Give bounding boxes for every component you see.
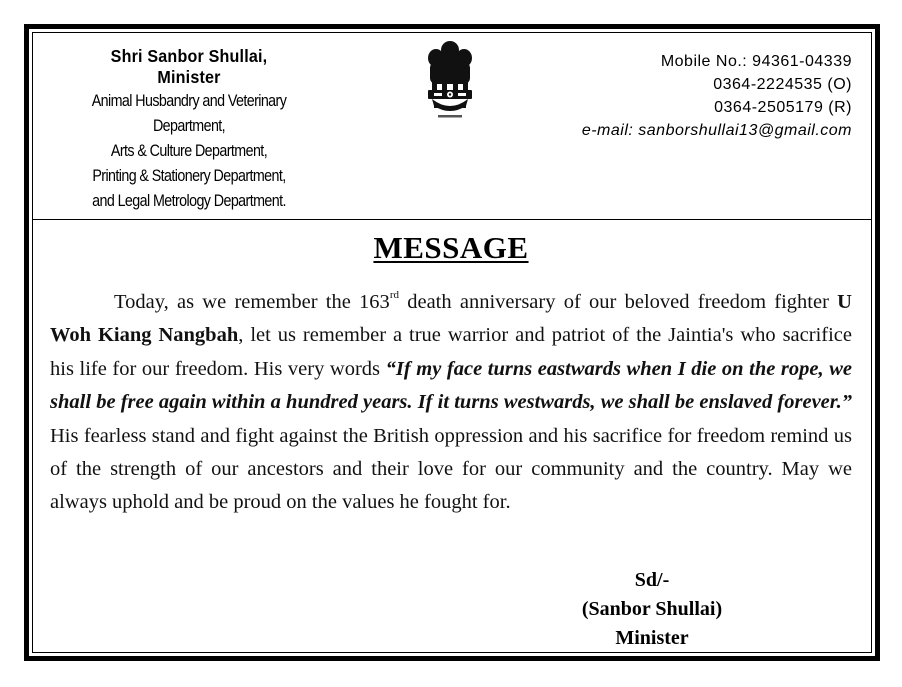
contact-block — [532, 50, 852, 142]
ordinal-suffix: rd — [389, 289, 399, 302]
department-line: Arts & Culture Department, — [110, 141, 268, 160]
message-body — [50, 286, 852, 520]
message-text: His fearless stand and fight against the British oppression and his sacrifice for freedom remind us of the strength of our ancestors and their love for our community and the country. May we always uphold and be proud on the values he fought for. — [50, 424, 852, 514]
signatory-title: Minister — [615, 627, 689, 649]
signature-sd: Sd/- — [634, 569, 670, 591]
letterhead-divider — [32, 219, 872, 220]
department-line: Printing & Stationery Department, — [92, 166, 286, 185]
residence-phone: 0364-2505179 (R) — [714, 99, 852, 116]
message-text: Today, as we remember the 163 — [114, 291, 390, 313]
email-address[interactable]: e-mail: sanborshullai13@gmail.com — [581, 122, 852, 139]
message-heading — [0, 230, 902, 266]
signature-block — [502, 566, 802, 653]
signatory-name: (Sanbor Shullai) — [581, 598, 723, 620]
message-text: death anniversary of our beloved freedom fighter — [398, 291, 838, 313]
national-emblem-icon — [420, 38, 480, 122]
message-heading-text: MESSAGE — [373, 230, 529, 265]
department-line: and Legal Metrology Department. — [92, 191, 286, 210]
message-text: , let us remember a true warrior and patriot of the Jaintia's who sacrifice his life for our freedom. His very words — [50, 324, 852, 380]
department-line: Department, — [152, 116, 226, 135]
department-line: Animal Husbandry and Veterinary — [91, 91, 287, 110]
office-phone: 0364-2224535 (O) — [713, 76, 852, 93]
sender-title: Minister — [157, 67, 221, 87]
sender-block — [44, 46, 334, 213]
sender-name: Shri Sanbor Shullai, — [110, 46, 268, 66]
mobile-number: Mobile No.: 94361-04339 — [660, 53, 852, 70]
hero-quote: “If my face turns eastwards when I die on the rope, we shall be free again within a hundred years. If it turns westwards, we shall be enslaved forever.” — [50, 357, 852, 414]
hero-name: U Woh Kiang Nangbah — [50, 291, 852, 347]
